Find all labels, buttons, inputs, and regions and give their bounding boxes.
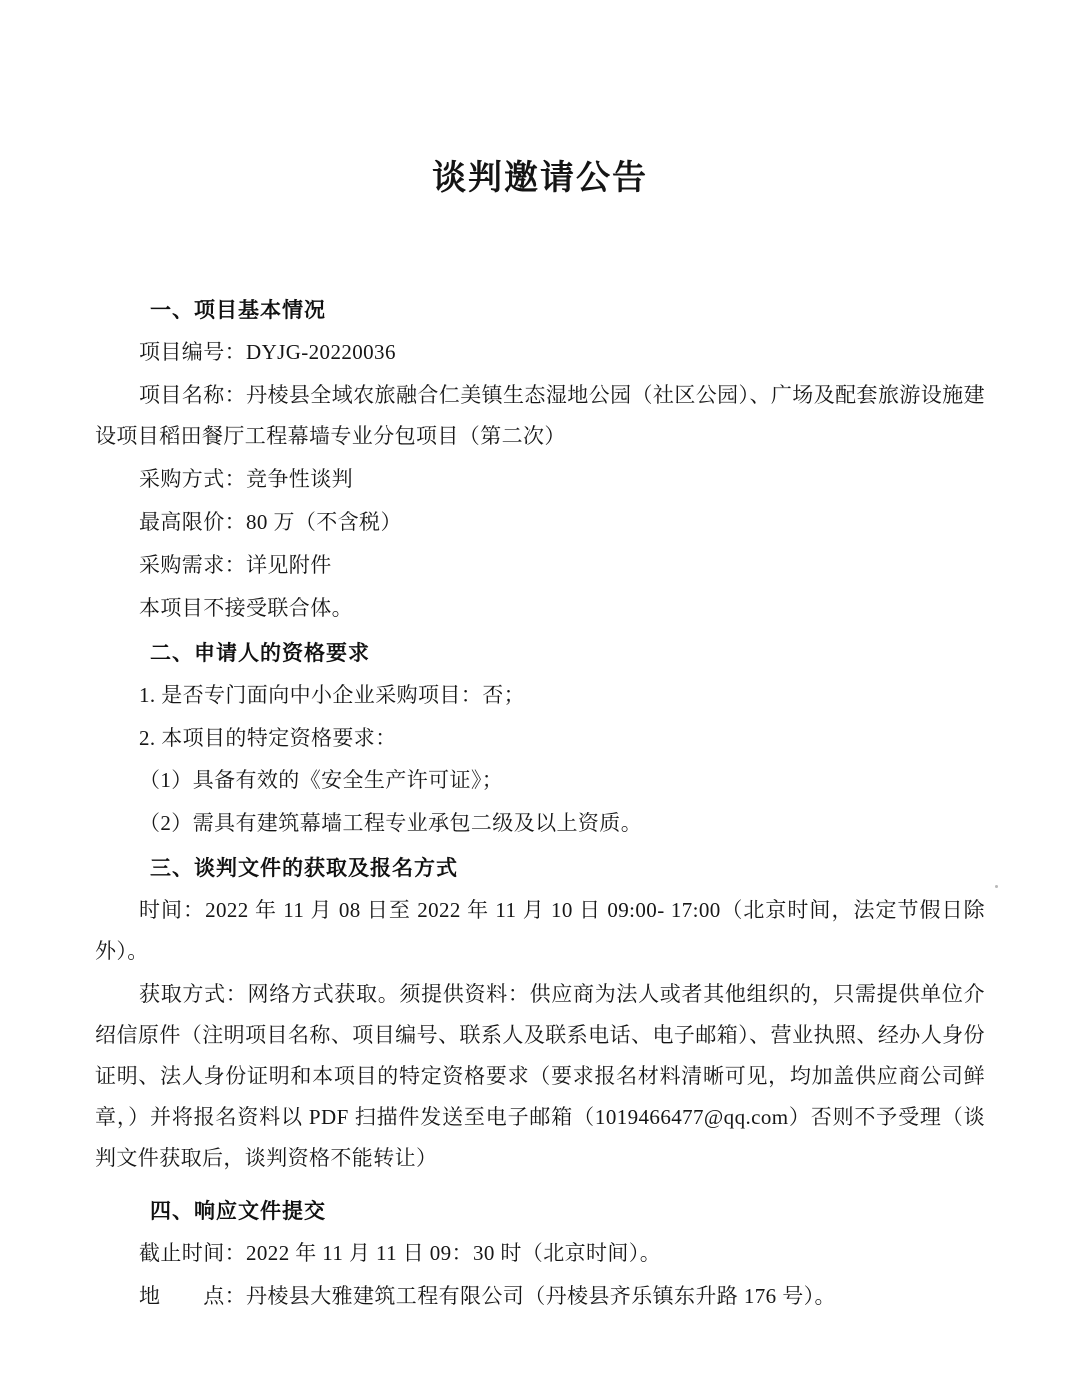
section-project-basic-info bbox=[95, 294, 985, 629]
acquisition-method-line: 获取方式：网络方式获取。须提供资料：供应商为法人或者其他组织的，只需提供单位介绍信原件（注明项目名称、项目编号、联系人及联系电话、电子邮箱）、营业执照、经办人身份证明、法人身份证明和本项目的特定资格要求（要求报名材料清晰可见，均加盖供应商公司鲜章，）并将报名资料以 PDF 扫描件发送至电子邮箱（1019466477@qq.com）否则不予受理（谈判文件获取后，谈判资格不能转让） bbox=[95, 982, 985, 1170]
section-heading-4: 四、响应文件提交 bbox=[150, 1198, 326, 1223]
section-document-acquisition bbox=[95, 852, 985, 1179]
qualification-item-2: 2. 本项目的特定资格要求： bbox=[139, 725, 397, 750]
deadline-line: 截止时间：2022 年 11 月 11 日 09：30 时（北京时间）。 bbox=[139, 1240, 662, 1265]
section-heading-2: 二、申请人的资格要求 bbox=[150, 640, 370, 665]
scan-artifact-dot bbox=[995, 885, 998, 888]
no-consortium-line: 本项目不接受联合体。 bbox=[139, 595, 353, 620]
section-qualification-requirements bbox=[95, 637, 985, 845]
section-heading-3: 三、谈判文件的获取及报名方式 bbox=[150, 856, 458, 881]
qualification-item-2-2: （2）需具有建筑幕墙工程专业承包二级及以上资质。 bbox=[139, 811, 643, 836]
title-spacer bbox=[95, 199, 985, 294]
qualification-item-1: 1. 是否专门面向中小企业采购项目：否； bbox=[139, 682, 525, 707]
max-price-line: 最高限价：80 万（不含税） bbox=[139, 509, 402, 534]
section-heading-1: 一、项目基本情况 bbox=[150, 298, 326, 322]
project-name-line: 项目名称：丹棱县全域农旅融合仁美镇生态湿地公园（社区公园）、广场及配套旅游设施建设项目稻田餐厅工程幕墙专业分包项目（第二次） bbox=[95, 382, 985, 448]
section-gap-3 bbox=[95, 1181, 985, 1195]
page-title: 谈判邀请公告 bbox=[432, 160, 648, 197]
acquisition-time-line: 时间：2022 年 11 月 08 日至 2022 年 11 月 10 日 09:00- 17:00（北京时间，法定节假日除外）。 bbox=[95, 898, 985, 964]
section-response-submission bbox=[95, 1195, 985, 1317]
project-number-line: 项目编号：DYJG-20220036 bbox=[139, 340, 396, 364]
location-line: 地 点：丹棱县大雅建筑工程有限公司（丹棱县齐乐镇东升路 176 号）。 bbox=[139, 1283, 836, 1308]
procurement-requirement-line: 采购需求：详见附件 bbox=[139, 552, 332, 577]
procurement-method-line: 采购方式：竞争性谈判 bbox=[139, 466, 353, 491]
qualification-item-2-1: （1）具备有效的《安全生产许可证》； bbox=[139, 768, 504, 793]
